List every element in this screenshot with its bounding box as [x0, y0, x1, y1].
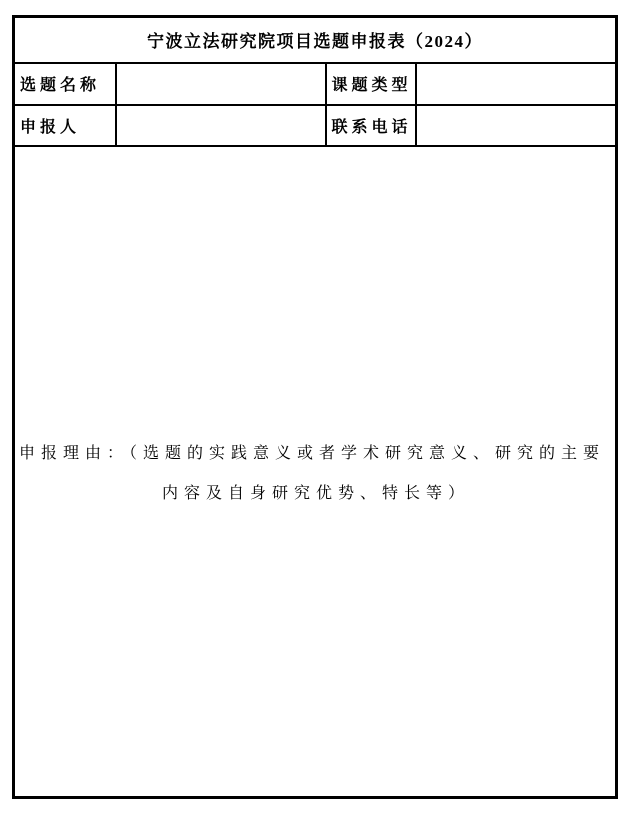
form-title: 宁波立法研究院项目选题申报表（2024） — [14, 17, 617, 63]
title-row — [14, 17, 617, 63]
field-row-topic — [14, 63, 617, 105]
reason-line-1: 申报理由：（选题的实践意义或者学术研究意义、研究的主要 — [19, 445, 606, 463]
field-value-topic-name[interactable] — [116, 63, 326, 105]
field-value-phone[interactable] — [416, 105, 617, 146]
field-label-topic-name: 选题名称 — [14, 63, 116, 105]
field-value-project-type[interactable] — [416, 63, 617, 105]
field-row-applicant — [14, 105, 617, 146]
reason-line-2: 内容及自身研究优势、特长等） — [161, 485, 470, 503]
application-form-table — [12, 15, 618, 799]
field-value-applicant[interactable] — [116, 105, 326, 146]
reason-cell[interactable] — [14, 146, 617, 798]
reason-row — [14, 146, 617, 798]
field-label-applicant: 申报人 — [14, 105, 116, 146]
field-label-project-type: 课题类型 — [326, 63, 416, 105]
field-label-phone: 联系电话 — [326, 105, 416, 146]
